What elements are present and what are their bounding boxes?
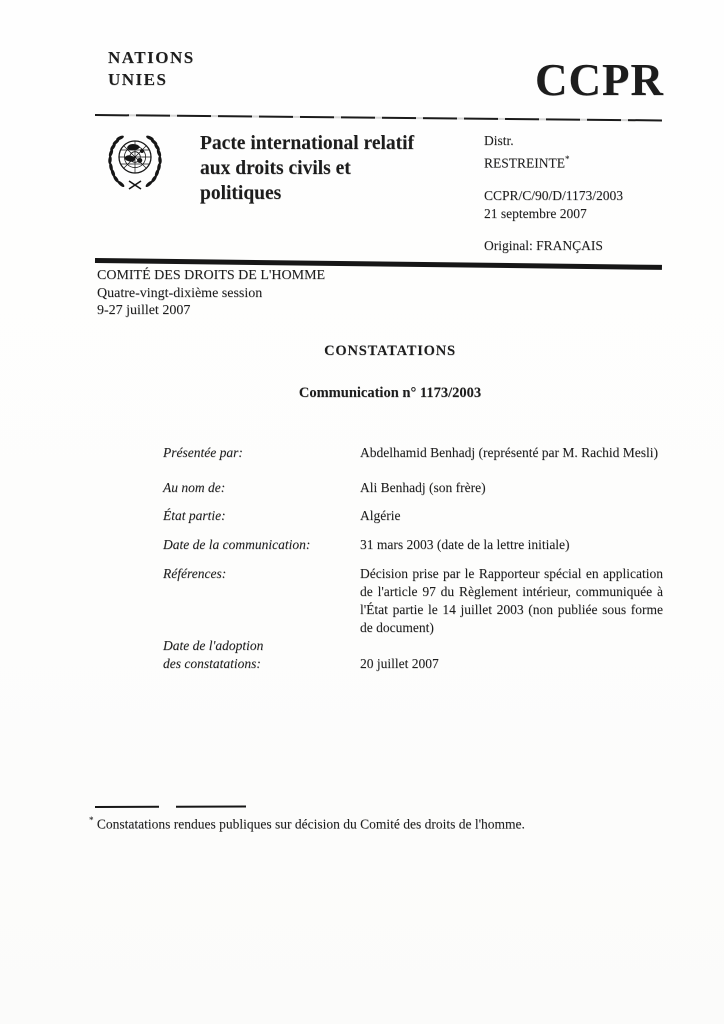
doc-date: 21 septembre 2007 [484, 205, 587, 221]
detail-value: Abdelhamid Benhadj (représenté par M. Rachid Mesli) [360, 445, 659, 460]
meta-spacer [484, 223, 623, 237]
detail-row-submitted-by [163, 444, 663, 462]
communication-title: Communication n° 1173/2003 [298, 385, 482, 401]
distr-value: RESTREINTE [484, 155, 565, 171]
original-value: FRANÇAIS [536, 237, 603, 253]
detail-row-on-behalf-of [163, 479, 663, 497]
footnote-rule [95, 805, 246, 808]
doc-meta-block [484, 132, 623, 255]
footnote [89, 812, 654, 833]
detail-value: 20 juillet 2007 [360, 656, 439, 671]
org-name [108, 47, 195, 91]
committee-block [97, 267, 325, 320]
original-label: Original: [484, 237, 533, 253]
doc-symbol: CCPR [535, 55, 664, 105]
footnote-text: Constatations rendues publiques sur décision du Comité des droits de l'homme. [96, 816, 525, 832]
detail-label: Date de la communication: [163, 537, 311, 552]
detail-value: Ali Benhadj (son frère) [360, 480, 486, 495]
footnote-marker: * [89, 815, 94, 825]
un-emblem-icon [101, 127, 169, 195]
distr-value-line [484, 150, 623, 173]
covenant-title: Pacte international relatif aux droits civils et politiques [200, 133, 415, 204]
detail-value: Décision prise par le Rapporteur spécial en application de l'article 97 du Règlement intérieur, communiquée à l'État partie le 14 juillet 2003 (non publiée sous forme de document) [360, 566, 663, 635]
detail-value: Algérie [360, 508, 401, 523]
original-language-line [484, 237, 623, 255]
detail-value: 31 mars 2003 (date de la lettre initiale) [360, 537, 570, 552]
header-rule [95, 114, 662, 121]
distr-footnote-marker: * [565, 154, 570, 164]
detail-row-references [163, 565, 663, 637]
detail-label [163, 637, 360, 673]
footnote-rule-segment [176, 805, 246, 807]
session-name: Quatre-vingt-dixième session [97, 285, 263, 301]
org-line-1: NATIONS [108, 48, 195, 67]
distr-label: Distr. [484, 133, 514, 148]
detail-row-communication-date [163, 536, 663, 554]
detail-label: Références: [163, 566, 227, 581]
detail-label: Au nom de: [163, 480, 226, 495]
detail-row-state-party [163, 507, 663, 525]
meta-spacer [484, 173, 623, 187]
committee-name: COMITÉ DES DROITS DE L'HOMME [97, 268, 326, 283]
views-title: CONSTATATIONS [324, 343, 456, 359]
detail-label-line-2: des constatations: [163, 656, 261, 671]
doc-reference: CCPR/C/90/D/1173/2003 [484, 187, 624, 203]
case-details [163, 444, 663, 673]
session-dates: 9-27 juillet 2007 [97, 303, 191, 318]
footnote-rule-segment [95, 806, 159, 808]
detail-label-line-1: Date de l'adoption [163, 638, 264, 653]
detail-label: État partie: [163, 508, 226, 523]
detail-label: Présentée par: [163, 445, 243, 460]
detail-row-adoption-date [163, 637, 663, 673]
org-line-2: UNIES [108, 70, 168, 89]
